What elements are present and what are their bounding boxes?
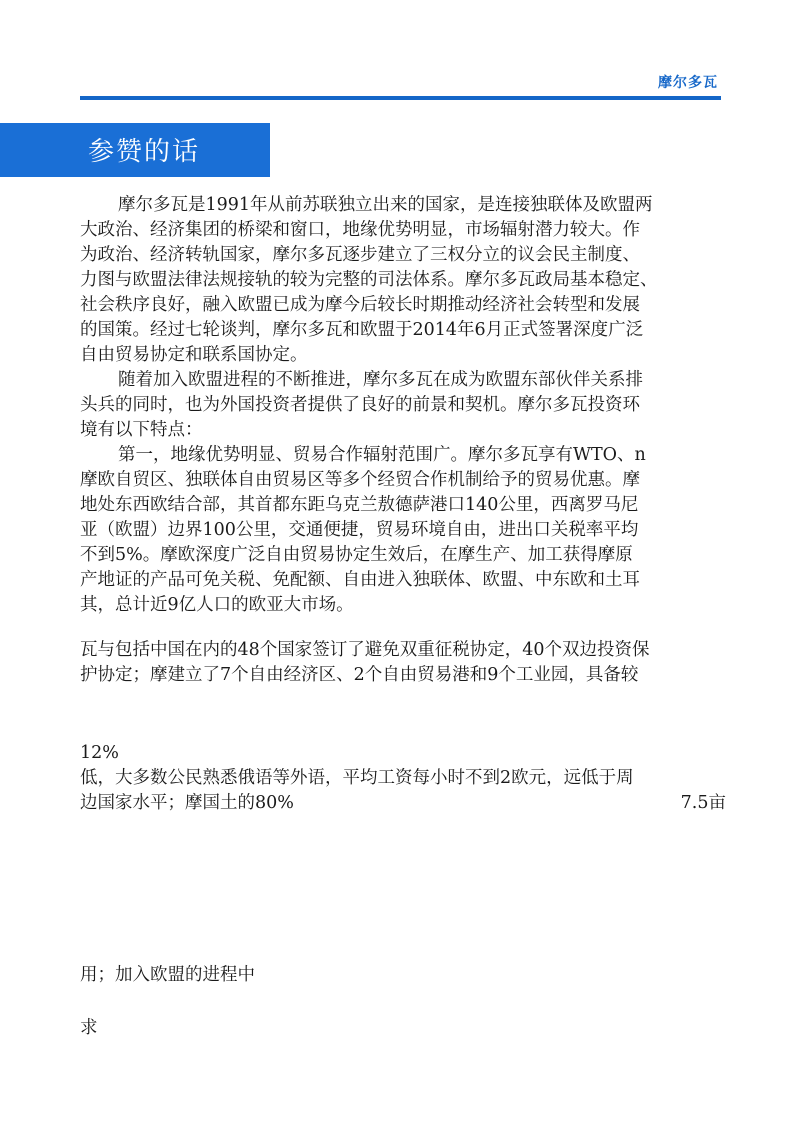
paragraph-line bbox=[80, 791, 726, 816]
paragraph-line: 摩尔多瓦是1991年从前苏联独立出来的国家，是连接独联体及欧盟两 bbox=[118, 195, 653, 215]
paragraph-line: 不到5%。摩欧深度广泛自由贸易协定生效后，在摩生产、加工获得摩原 bbox=[80, 545, 633, 565]
paragraph-line: 用；加入欧盟的进程中 bbox=[80, 965, 255, 985]
header-rule bbox=[80, 96, 721, 100]
body-block-treaties bbox=[80, 638, 726, 688]
paragraph-line: 地处东西欧结合部，其首都东距乌克兰敖德萨港口140公里，西离罗马尼 bbox=[80, 495, 639, 515]
section-title: 参赞的话 bbox=[88, 137, 201, 167]
paragraph-line: 的国策。经过七轮谈判，摩尔多瓦和欧盟于2014年6月正式签署深度广泛 bbox=[80, 320, 644, 340]
line-left-fragment: 边国家水平；摩国土的80% bbox=[80, 793, 294, 813]
paragraph-line: 低，大多数公民熟悉俄语等外语，平均工资每小时不到2欧元，远低于周 bbox=[80, 768, 634, 788]
paragraph-line: 自由贸易协定和联系国协定。 bbox=[80, 345, 308, 365]
paragraph-line: 为政治、经济转轨国家，摩尔多瓦逐步建立了三权分立的议会民主制度、 bbox=[80, 245, 640, 265]
paragraph-line: 头兵的同时，也为外国投资者提供了良好的前景和契机。摩尔多瓦投资环 bbox=[80, 395, 640, 415]
paragraph-line: 求 bbox=[80, 1018, 98, 1038]
paragraph-line: 瓦与包括中国在内的48个国家签订了避免双重征税协定，40个双边投资保 bbox=[80, 640, 650, 660]
paragraph-line: 摩欧自贸区、独联体自由贸易区等多个经贸合作机制给予的贸易优惠。摩 bbox=[80, 470, 640, 490]
paragraph-line: 护协定；摩建立了7个自由经济区、2个自由贸易港和9个工业园，具备较 bbox=[80, 665, 639, 685]
body-block-labor bbox=[80, 741, 726, 816]
body-block-eu bbox=[80, 963, 726, 988]
paragraph-line: 第一，地缘优势明显、贸易合作辐射范围广。摩尔多瓦享有WTO、n bbox=[118, 445, 646, 465]
line-right-fragment: 7.5亩 bbox=[680, 793, 726, 813]
paragraph-line: 12% bbox=[80, 743, 119, 763]
paragraph-line: 产地证的产品可免关税、免配额、自由进入独联体、欧盟、中东欧和土耳 bbox=[80, 570, 640, 590]
body-block-intro bbox=[80, 193, 726, 618]
paragraph-line: 其，总计近9亿人口的欧亚大市场。 bbox=[80, 595, 354, 615]
body-block-end bbox=[80, 1016, 726, 1041]
paragraph-line: 社会秩序良好，融入欧盟已成为摩今后较长时期推动经济社会转型和发展 bbox=[80, 295, 640, 315]
paragraph-line: 亚（欧盟）边界100公里，交通便捷，贸易环境自由，进出口关税率平均 bbox=[80, 520, 639, 540]
paragraph-line: 境有以下特点： bbox=[80, 420, 203, 440]
paragraph-line: 随着加入欧盟进程的不断推进，摩尔多瓦在成为欧盟东部伙伴关系排 bbox=[118, 370, 643, 390]
paragraph-line: 大政治、经济集团的桥梁和窗口，地缘优势明显，市场辐射潜力较大。作 bbox=[80, 220, 640, 240]
running-header-title: 摩尔多瓦 bbox=[658, 75, 718, 91]
paragraph-line: 力图与欧盟法律法规接轨的较为完整的司法体系。摩尔多瓦政局基本稳定、 bbox=[80, 270, 658, 290]
